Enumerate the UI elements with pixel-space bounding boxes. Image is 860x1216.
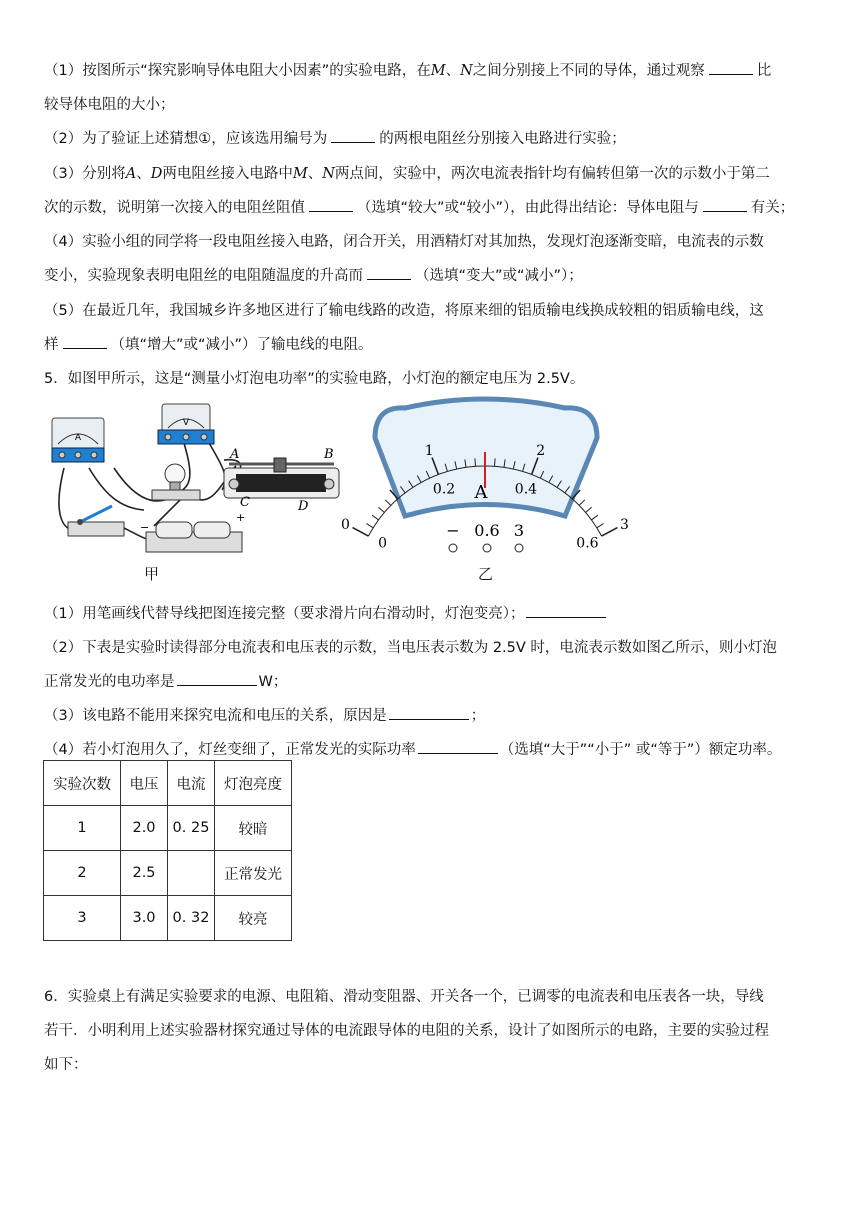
dial-tick xyxy=(366,524,373,528)
table-cell: 2 xyxy=(44,851,121,896)
dial-tick xyxy=(586,507,592,512)
q6-line1: 6．实验桌上有满足实验要求的电源、电阻箱、滑动变阻器、开关各一个，已调零的电流表和电压表各一块，导线 xyxy=(44,989,764,1005)
table-cell: 3 xyxy=(44,896,121,941)
answer-blank[interactable] xyxy=(703,197,747,212)
q4-part2: （2）为了验证上述猜想①，应该选用编号为 的两根电阻丝分别接入电路进行实验； xyxy=(44,122,814,156)
dial-bottom-tick-label: 0.2 xyxy=(432,481,456,498)
table-row xyxy=(44,851,292,896)
dial-tick xyxy=(372,515,378,520)
bulb-icon xyxy=(152,464,200,500)
answer-blank[interactable] xyxy=(418,739,498,754)
rheostat-icon xyxy=(224,458,339,498)
dial-tick xyxy=(385,500,391,506)
terminal-a-label: A xyxy=(230,447,240,462)
table-cell[interactable] xyxy=(168,851,215,896)
terminal-d-label: D xyxy=(298,499,309,514)
terminal-minus: − xyxy=(446,521,460,540)
answer-blank[interactable] xyxy=(331,128,375,143)
switch-icon xyxy=(68,506,124,536)
answer-blank[interactable] xyxy=(709,60,753,75)
var-m: M xyxy=(430,63,446,79)
terminal-post xyxy=(449,544,457,552)
table-row xyxy=(44,806,292,851)
q5-part2-cont: 正常发光的电功率是 W； xyxy=(44,665,814,699)
ammeter-dial-figure xyxy=(341,398,629,558)
q4-part4-cont: 变小，实验现象表明电阻丝的电阻随温度的升高而 （选填“变大”或“减小”）； xyxy=(44,259,814,293)
terminal-3: 3 xyxy=(513,521,525,540)
table-cell: 0. 25 xyxy=(168,806,215,851)
table-header: 电压 xyxy=(121,761,168,806)
table-cell: 3.0 xyxy=(121,896,168,941)
dial-top-tick-label: 3 xyxy=(620,516,629,533)
table-cell: 2.5 xyxy=(121,851,168,896)
var-n: N xyxy=(460,63,473,79)
terminal-post xyxy=(483,544,491,552)
table-header: 灯泡亮度 xyxy=(215,761,292,806)
answer-blank[interactable] xyxy=(309,197,353,212)
dial-tick xyxy=(602,528,618,536)
dial-tick xyxy=(591,515,597,520)
q4-part1: （1）按图所示“探究影响导体电阻大小因素”的实验电路，在M、N之间分别接上不同的导体，通过观察 比 xyxy=(44,54,814,88)
dial-bottom-tick-label: 0.6 xyxy=(576,535,599,552)
q4-part3-cont: 次的示数，说明第一次接入的电阻丝阻值 （选填“较大”或“较小”），由此得出结论：导体电阻与 有关； xyxy=(44,191,814,225)
battery-minus-label: − xyxy=(140,521,150,534)
answer-blank[interactable] xyxy=(63,334,107,349)
answer-blank[interactable] xyxy=(177,671,257,686)
table-cell: 1 xyxy=(44,806,121,851)
figure-yi-caption: 乙 xyxy=(478,565,494,583)
dial-tick xyxy=(579,500,585,506)
q5-part3: （3）该电路不能用来探究电流和电压的关系，原因是 ； xyxy=(44,699,814,733)
dial-tick xyxy=(353,528,369,536)
dial-tick xyxy=(475,458,476,466)
answer-blank[interactable] xyxy=(526,603,606,618)
q4-part1-cont: 较导体电阻的大小； xyxy=(44,97,175,113)
table-cell: 正常发光 xyxy=(215,851,292,896)
terminal-0-6: 0.6 xyxy=(474,521,500,540)
dial-unit: A xyxy=(474,482,488,503)
table-header-row xyxy=(44,761,292,806)
answer-blank[interactable] xyxy=(367,265,411,280)
dial-tick xyxy=(378,507,384,512)
table-header: 实验次数 xyxy=(44,761,121,806)
q6-line3: 如下： xyxy=(44,1057,88,1073)
figure-jia-caption: 甲 xyxy=(144,565,160,583)
dial-tick xyxy=(495,458,496,466)
q5-part4: （4）若小灯泡用久了，灯丝变细了，正常发光的实际功率 （选填“大于”“小于” 或“等于”）额定功率。 xyxy=(44,733,814,767)
q4-part4: （4）实验小组的同学将一段电阻丝接入电路，闭合开关，用酒精灯对其加热，发现灯泡逐渐变暗，电流表的示数 xyxy=(44,234,764,250)
dial-top-tick-label: 2 xyxy=(536,443,546,460)
data-table xyxy=(43,760,292,941)
table-cell: 2.0 xyxy=(121,806,168,851)
circuit-figure xyxy=(44,398,354,558)
voltmeter-label: V xyxy=(182,418,190,428)
dial-top-tick-label: 1 xyxy=(424,443,434,460)
table-cell: 较亮 xyxy=(215,896,292,941)
q5-part2: （2）下表是实验时读得部分电流表和电压表的示数，当电压表示数为 2.5V 时，电流表示数如图乙所示，则小灯泡 xyxy=(44,640,777,656)
dial-top-tick-label: 0 xyxy=(341,516,350,533)
q4-part3: （3）分别将A、D两电阻丝接入电路中M、N两点间，实验中，两次电流表指针均有偏转但第一次的示数小于第二 xyxy=(44,166,770,182)
terminal-post xyxy=(515,544,523,552)
table-cell: 0. 32 xyxy=(168,896,215,941)
battery-plus-label: + xyxy=(236,511,246,524)
q5-stem: 5．如图甲所示，这是“测量小灯泡电功率”的实验电路，小灯泡的额定电压为 2.5V。 xyxy=(44,371,585,387)
answer-blank[interactable] xyxy=(389,705,469,720)
battery-icon xyxy=(146,522,242,552)
terminal-b-label: B xyxy=(324,447,334,462)
table-row xyxy=(44,896,292,941)
terminal-c-label: C xyxy=(240,495,250,510)
q5-part1: （1）用笔画线代替导线把图连接完整（要求滑片向右滑动时，灯泡变亮）； xyxy=(44,597,814,631)
q4-part5: （5）在最近几年，我国城乡许多地区进行了输电线路的改造，将原来细的铝质输电线换成较粗的铝质输电线，这 xyxy=(44,303,764,319)
ammeter-label: A xyxy=(74,433,82,443)
q4-part5-cont: 样 （填“增大”或“减小”）了输电线的电阻。 xyxy=(44,328,814,362)
dial-bottom-tick-label: 0.4 xyxy=(514,481,538,498)
q6-line2: 若干．小明利用上述实验器材探究通过导体的电流跟导体的电阻的关系，设计了如图所示的电路，主要的实验过程 xyxy=(44,1023,769,1039)
table-header: 电流 xyxy=(168,761,215,806)
dial-tick xyxy=(597,524,604,528)
dial-bottom-tick-label: 0 xyxy=(378,535,388,552)
table-cell: 较暗 xyxy=(215,806,292,851)
